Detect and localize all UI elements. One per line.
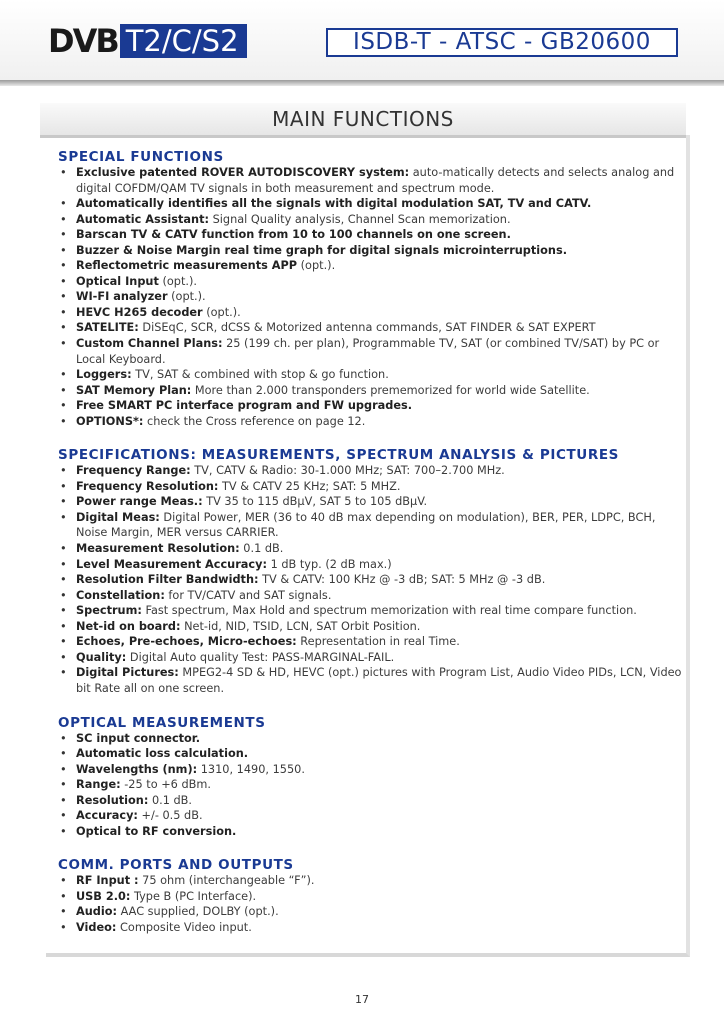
item-label: Range:: [76, 778, 121, 792]
content: [58, 149, 682, 936]
header-divider: [0, 80, 724, 86]
item-text: for TV/CATV and SAT signals.: [164, 588, 332, 602]
item-label: Digital Meas:: [76, 510, 160, 524]
item-label: Echoes, Pre-echoes, Micro-echoes:: [76, 635, 297, 649]
item-label: Exclusive patented ROVER AUTODISCOVERY system:: [76, 166, 410, 179]
item-label: Digital Pictures:: [76, 666, 179, 680]
list-item: [58, 746, 682, 762]
item-text: 1310, 1490, 1550.: [197, 762, 305, 776]
section-title: SPECIAL FUNCTIONS: [58, 149, 224, 165]
list-item: [58, 731, 682, 747]
item-text: Signal Quality analysis, Channel Scan memorization.: [209, 212, 511, 226]
item-text: -25 to +6 dBm.: [120, 778, 211, 792]
section-title: OPTICAL MEASUREMENTS: [58, 714, 266, 731]
item-text: More than 2.000 transponders prememorized for world wide Satellite.: [191, 383, 590, 397]
item-label: SATELITE:: [76, 321, 139, 335]
item-text: 75 ohm (interchangeable “F”).: [138, 874, 315, 888]
list-item: [58, 808, 682, 824]
item-text: +/- 0.5 dB.: [137, 809, 203, 823]
bullet-list: [58, 731, 682, 840]
item-label: Optical to RF conversion.: [76, 824, 237, 838]
item-label: Spectrum:: [76, 604, 142, 618]
item-label: SC input connector.: [76, 731, 201, 745]
list-item: [58, 336, 682, 367]
item-label: RF Input :: [76, 874, 139, 888]
item-label: Optical Input: [76, 274, 159, 288]
item-text: MPEG2-4 SD & HD, HEVC (opt.) pictures with Program List, Audio Video PIDs, LCN, Video bit Rate all on one screen.: [76, 666, 682, 695]
item-text: check the Cross reference on page 12.: [143, 414, 366, 428]
item-label: Level Measurement Accuracy:: [76, 557, 267, 571]
item-label: Quality:: [76, 650, 127, 664]
item-label: Frequency Resolution:: [76, 479, 219, 493]
page-number: 17: [355, 993, 369, 1006]
item-label: WI-FI analyzer: [76, 290, 168, 304]
list-item: [58, 383, 682, 399]
list-item: [58, 320, 682, 336]
list-item: [58, 212, 682, 228]
list-item: [58, 227, 682, 243]
item-text: (opt.).: [167, 290, 206, 304]
page-title: MAIN FUNCTIONS: [272, 107, 454, 131]
list-item: [58, 289, 682, 305]
item-text: 25 (199 ch. per plan), Programmable TV, SAT (or combined TV/SAT) by PC or Local Keyboard.: [76, 337, 660, 366]
item-text: TV & CATV 25 KHz; SAT: 5 MHZ.: [218, 479, 401, 493]
item-label: Resolution:: [76, 793, 149, 807]
item-label: Barscan TV & CATV function from 10 to 100 channels on one screen.: [76, 228, 511, 242]
bullet-list: [58, 873, 682, 935]
list-item: [58, 541, 682, 557]
list-item: [58, 889, 682, 905]
list-item: [58, 494, 682, 510]
logo-dvb-text: DVB: [48, 22, 118, 60]
section-optical-measurements: [58, 715, 682, 840]
item-text: TV 35 to 115 dBµV, SAT 5 to 105 dBµV.: [202, 495, 428, 509]
logo-variants-box: T2/C/S2: [120, 24, 247, 58]
item-label: Power range Meas.:: [76, 495, 203, 509]
item-text: Net-id, NID, TSID, LCN, SAT Orbit Position.: [180, 619, 421, 633]
list-item: [58, 619, 682, 635]
list-item: [58, 274, 682, 290]
item-text: TV, CATV & Radio: 30-1.000 MHz; SAT: 700–2.700 MHz.: [190, 464, 505, 478]
dvb-logo: [48, 24, 247, 58]
item-label: SAT Memory Plan:: [76, 383, 192, 397]
list-item: [58, 572, 682, 588]
item-text: 1 dB typ. (2 dB max.): [266, 557, 392, 571]
list-item: [58, 777, 682, 793]
item-label: Constellation:: [76, 588, 165, 602]
item-text: 0.1 dB.: [239, 542, 284, 556]
list-item: [58, 398, 682, 414]
list-item: [58, 258, 682, 274]
list-item: [58, 634, 682, 650]
list-item: [58, 463, 682, 479]
bullet-list: [58, 463, 682, 696]
list-item: [58, 904, 682, 920]
list-item: [58, 793, 682, 809]
list-item: [58, 873, 682, 889]
list-item: [58, 603, 682, 619]
list-item: [58, 588, 682, 604]
item-label: Resolution Filter Bandwidth:: [76, 573, 259, 587]
item-label: OPTIONS*:: [76, 414, 144, 428]
section-comm-ports: [58, 857, 682, 935]
list-item: [58, 367, 682, 383]
item-label: Free SMART PC interface program and FW upgrades.: [76, 399, 413, 413]
list-item: [58, 243, 682, 259]
item-text: AAC supplied, DOLBY (opt.).: [117, 905, 279, 919]
section-special-functions: [58, 149, 682, 429]
item-label: Buzzer & Noise Margin real time graph for digital signals microinterruptions.: [76, 243, 567, 257]
section-title: COMM. PORTS AND OUTPUTS: [58, 857, 294, 874]
item-text: (opt.).: [158, 274, 197, 288]
list-item: [58, 510, 682, 541]
item-text: (opt.).: [202, 305, 241, 319]
item-text: Composite Video input.: [116, 920, 252, 934]
item-text: 0.1 dB.: [148, 793, 193, 807]
item-text: auto-matically detects and selects analog and digital COFDM/QAM TV signals in both measurement and spectrum mode.: [76, 166, 675, 195]
list-item: [58, 762, 682, 778]
item-text: TV, SAT & combined with stop & go function.: [131, 368, 389, 382]
item-label: Accuracy:: [76, 809, 138, 823]
item-label: USB 2.0:: [76, 889, 131, 903]
section-specifications: [58, 447, 682, 696]
list-item: [58, 665, 682, 696]
item-label: Audio:: [76, 905, 118, 919]
item-label: Wavelengths (nm):: [76, 762, 198, 776]
list-item: [58, 414, 682, 430]
list-item: [58, 824, 682, 840]
list-item: [58, 557, 682, 573]
item-text: Representation in real Time.: [296, 635, 460, 649]
bullet-list: [58, 165, 682, 429]
item-text: Fast spectrum, Max Hold and spectrum memorization with real time compare function.: [141, 604, 637, 618]
list-item: [58, 920, 682, 936]
item-text: Type B (PC Interface).: [130, 889, 257, 903]
item-label: Reflectometric measurements APP: [76, 259, 298, 273]
item-label: Frequency Range:: [76, 464, 191, 478]
item-text: (opt.).: [297, 259, 336, 273]
item-text: DiSEqC, SCR, dCSS & Motorized antenna commands, SAT FINDER & SAT EXPERT: [138, 321, 596, 335]
standards-banner: ISDB-T - ATSC - GB20600: [326, 28, 678, 57]
item-label: Automatic loss calculation.: [76, 747, 249, 761]
list-item: [58, 165, 682, 196]
list-item: [58, 196, 682, 212]
item-label: Net-id on board:: [76, 619, 181, 633]
list-item: [58, 479, 682, 495]
item-label: Loggers:: [76, 368, 132, 382]
item-label: Video:: [76, 920, 117, 934]
item-text: TV & CATV: 100 KHz @ -3 dB; SAT: 5 MHz @ -3 dB.: [258, 573, 546, 587]
item-label: HEVC H265 decoder: [76, 305, 203, 319]
item-label: Automatically identifies all the signals with digital modulation SAT, TV and CATV.: [76, 197, 592, 211]
list-item: [58, 650, 682, 666]
list-item: [58, 305, 682, 321]
title-bar: [40, 103, 686, 138]
item-label: Automatic Assistant:: [76, 212, 210, 226]
item-label: Custom Channel Plans:: [76, 337, 223, 351]
item-text: Digital Power, MER (36 to 40 dB max depending on modulation), BER, PER, LDPC, BCH, Noise Margin, MER versus CARRIER.: [76, 510, 656, 540]
item-label: Measurement Resolution:: [76, 542, 240, 556]
item-text: Digital Auto quality Test: PASS-MARGINAL-FAIL.: [126, 650, 395, 664]
section-title: SPECIFICATIONS: MEASUREMENTS, SPECTRUM ANALYSIS & PICTURES: [58, 447, 619, 464]
